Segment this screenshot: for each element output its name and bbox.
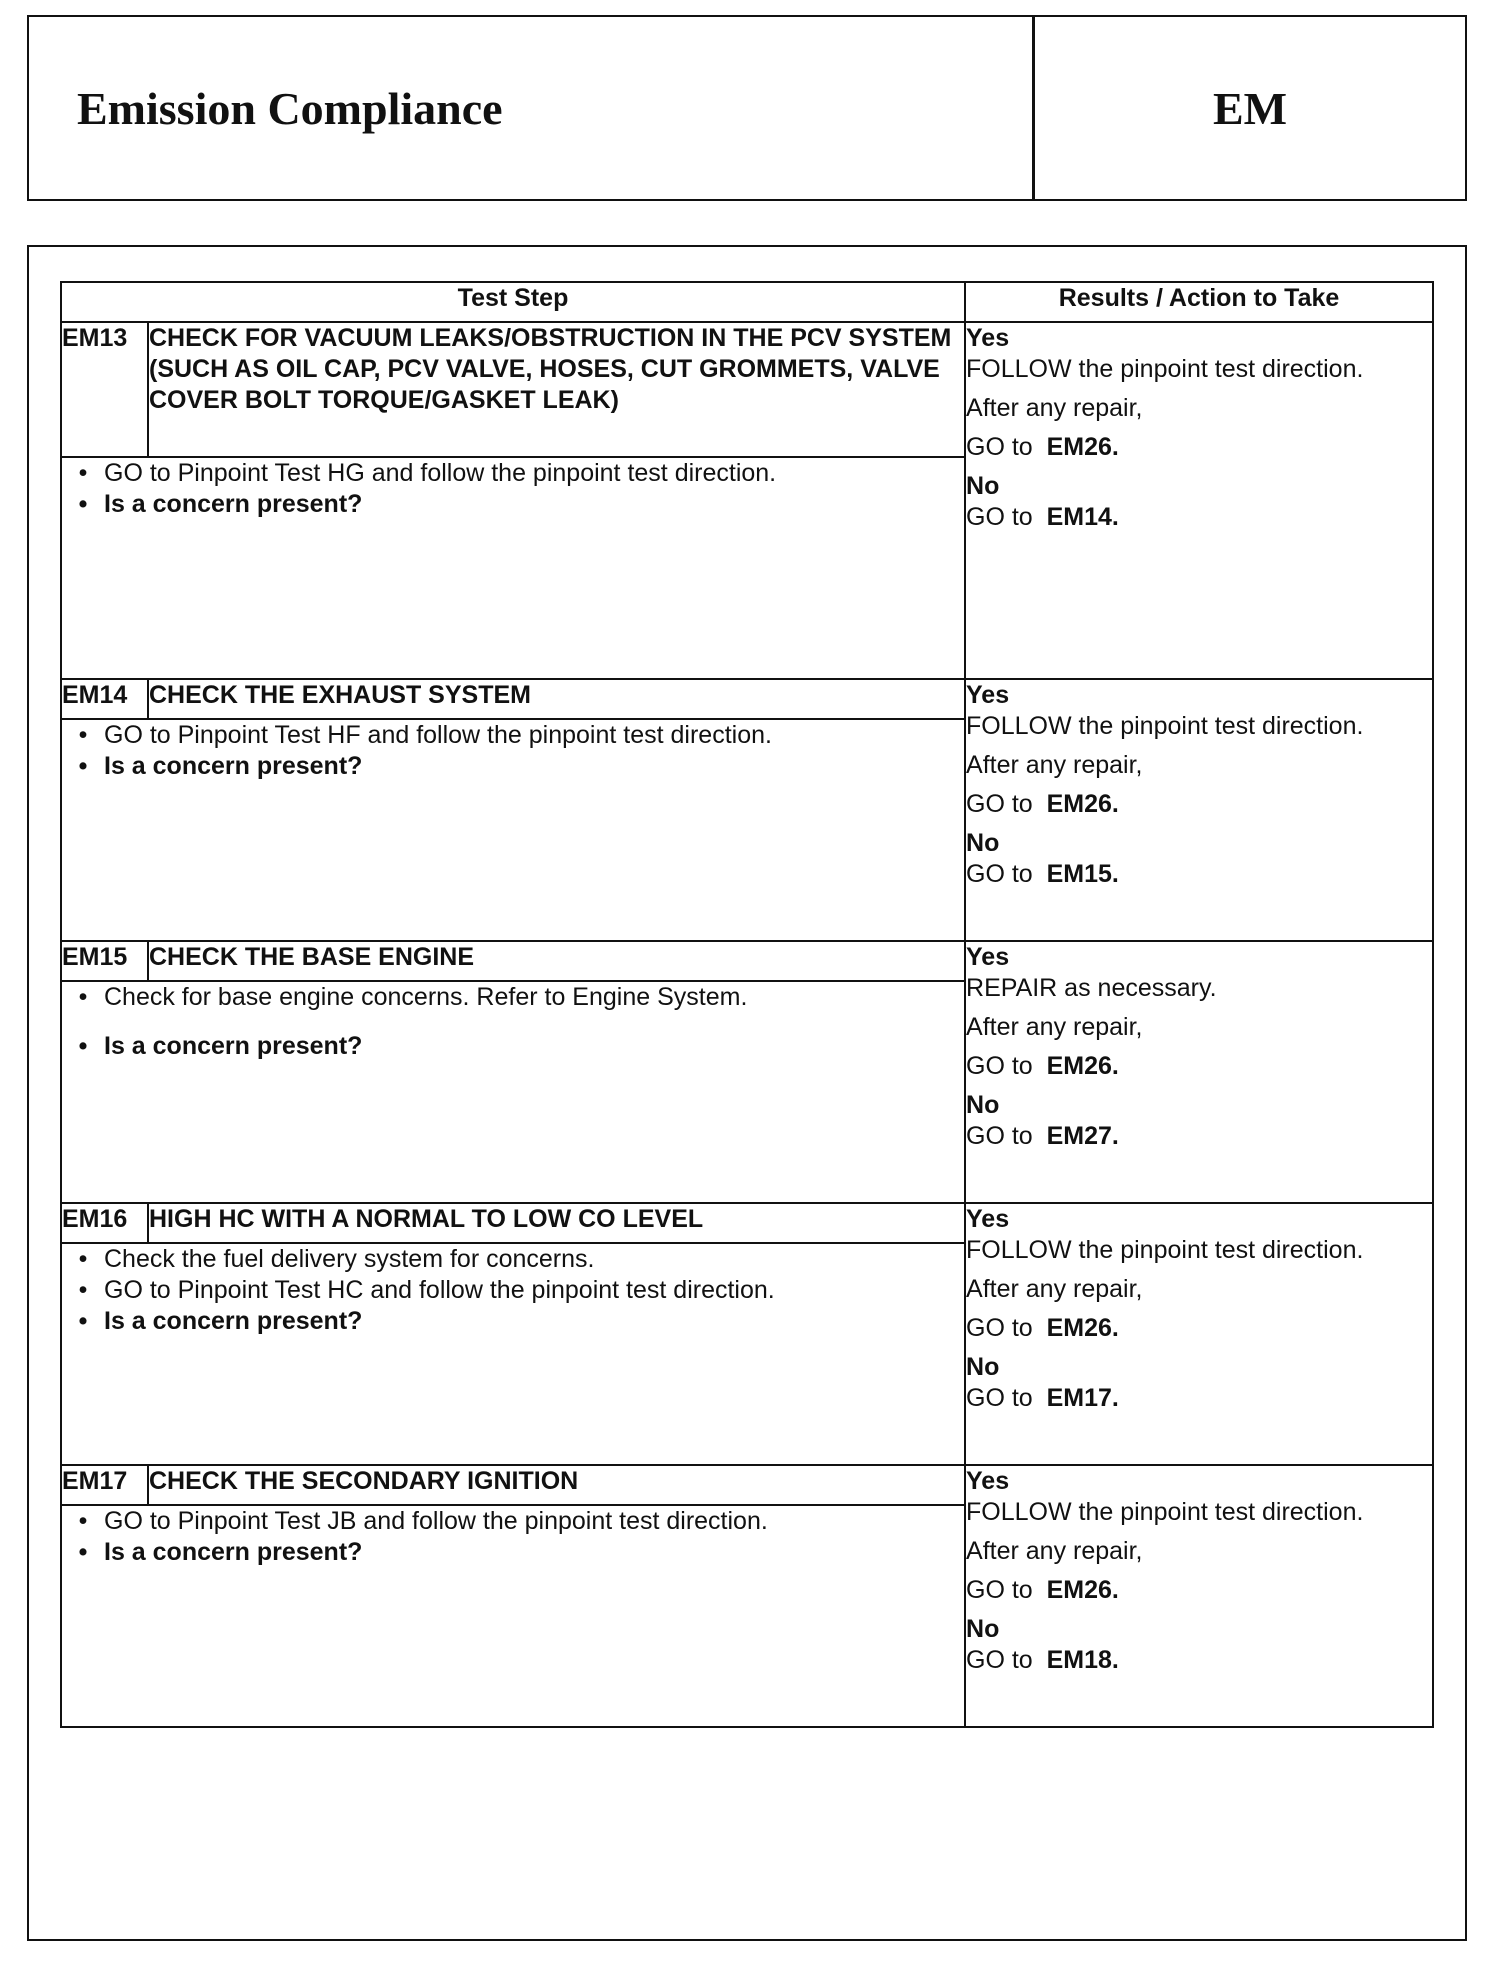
step-result [965, 1465, 1433, 1727]
result-yes-action: REPAIR as necessary. [966, 974, 1217, 1002]
step-id: EM14 [61, 679, 148, 719]
content-panel [27, 245, 1467, 1941]
result-goto-no: GO to EM18. [966, 1646, 1119, 1674]
result-after-repair: After any repair, [966, 1537, 1143, 1565]
step-title-row [61, 1465, 1433, 1505]
step-bullet: • Check for base engine concerns. Refer to Engine System. [78, 983, 748, 1011]
result-yes-label: Yes [966, 943, 1010, 971]
result-after-repair: After any repair, [966, 394, 1143, 422]
result-no-label: No [966, 472, 1000, 500]
step-result [965, 941, 1433, 1203]
step-question: • Is a concern present? [78, 752, 363, 780]
result-goto-yes: GO to EM26. [966, 1052, 1119, 1080]
result-goto-yes: GO to EM26. [966, 1576, 1119, 1604]
step-title: CHECK FOR VACUUM LEAKS/OBSTRUCTION IN THE PCV SYSTEM (SUCH AS OIL CAP, PCV VALVE, HOSES, CUT GROMMETS, VALVE COVER BOLT TORQUE/GASKET LEAK) [148, 322, 965, 457]
step-title-row [61, 679, 1433, 719]
result-no-label: No [966, 1091, 1000, 1119]
step-id: EM17 [61, 1465, 148, 1505]
step-title-row [61, 322, 1433, 457]
test-step-table [60, 281, 1434, 1728]
result-no-label: No [966, 1615, 1000, 1643]
result-goto-no: GO to EM17. [966, 1384, 1119, 1412]
step-question: • Is a concern present? [78, 1307, 363, 1335]
table-header-row [61, 282, 1433, 322]
section-title: Emission Compliance [29, 17, 1035, 199]
step-question: • Is a concern present? [78, 1032, 363, 1060]
step-body [61, 457, 965, 679]
step-id: EM13 [61, 322, 148, 457]
step-title: HIGH HC WITH A NORMAL TO LOW CO LEVEL [148, 1203, 965, 1243]
test-step-header: Test Step [61, 282, 965, 322]
results-header: Results / Action to Take [965, 282, 1433, 322]
step-body [61, 719, 965, 941]
result-yes-label: Yes [966, 324, 1010, 352]
step-bullet: • Check the fuel delivery system for concerns. [78, 1245, 595, 1273]
result-yes-action: FOLLOW the pinpoint test direction. [966, 355, 1364, 383]
step-bullet: • GO to Pinpoint Test HF and follow the pinpoint test direction. [78, 721, 772, 749]
step-id: EM15 [61, 941, 148, 981]
step-title: CHECK THE SECONDARY IGNITION [148, 1465, 965, 1505]
result-yes-action: FOLLOW the pinpoint test direction. [966, 1498, 1364, 1526]
result-after-repair: After any repair, [966, 1275, 1143, 1303]
step-title-row [61, 941, 1433, 981]
step-result [965, 322, 1433, 679]
result-yes-action: FOLLOW the pinpoint test direction. [966, 1236, 1364, 1264]
step-title-row [61, 1203, 1433, 1243]
step-body [61, 1505, 965, 1727]
step-bullet: • GO to Pinpoint Test HC and follow the pinpoint test direction. [78, 1276, 775, 1304]
step-body [61, 981, 965, 1203]
result-no-label: No [966, 1353, 1000, 1381]
step-bullet: • GO to Pinpoint Test JB and follow the pinpoint test direction. [78, 1507, 768, 1535]
result-no-label: No [966, 829, 1000, 857]
result-after-repair: After any repair, [966, 1013, 1143, 1041]
result-after-repair: After any repair, [966, 751, 1143, 779]
page-header [27, 15, 1467, 201]
step-bullet: • GO to Pinpoint Test HG and follow the pinpoint test direction. [78, 459, 777, 487]
result-goto-yes: GO to EM26. [966, 790, 1119, 818]
step-question: • Is a concern present? [78, 490, 363, 518]
result-yes-action: FOLLOW the pinpoint test direction. [966, 712, 1364, 740]
section-code: EM [1212, 82, 1288, 134]
result-goto-no: GO to EM15. [966, 860, 1119, 888]
result-goto-no: GO to EM27. [966, 1122, 1119, 1150]
result-goto-no: GO to EM14. [966, 503, 1119, 531]
step-result [965, 679, 1433, 941]
step-question: • Is a concern present? [78, 1538, 363, 1566]
result-yes-label: Yes [966, 681, 1010, 709]
step-title: CHECK THE EXHAUST SYSTEM [148, 679, 965, 719]
step-id: EM16 [61, 1203, 148, 1243]
step-body [61, 1243, 965, 1465]
step-result [965, 1203, 1433, 1465]
result-yes-label: Yes [966, 1205, 1010, 1233]
result-goto-yes: GO to EM26. [966, 433, 1119, 461]
result-goto-yes: GO to EM26. [966, 1314, 1119, 1342]
result-yes-label: Yes [966, 1467, 1010, 1495]
step-title: CHECK THE BASE ENGINE [148, 941, 965, 981]
